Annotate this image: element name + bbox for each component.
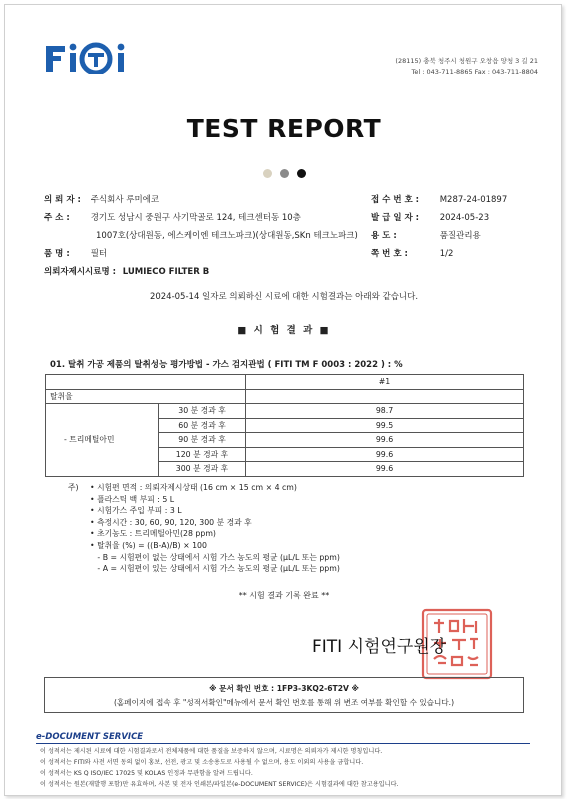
client-address-row-2 [96, 227, 358, 245]
table-header-row [46, 375, 524, 390]
disclaimer-line: 이 성적서는 제시된 시료에 대한 시험결과로서 전체제품에 대한 품질을 보증하지 않으며, 시료명은 의뢰자가 제시한 명칭입니다. [40, 748, 383, 755]
issue-date: 2024-05-23 [439, 213, 490, 223]
note-text: • 측정시간 : 30, 60, 90, 120, 300 분 경과 후 [90, 517, 252, 527]
note-text: • 시험가스 주입 부피 : 3 L [90, 506, 182, 516]
client-label: 의 뢰 자 : [44, 195, 81, 205]
table-row [46, 404, 524, 419]
group-row [46, 389, 524, 404]
time-cell: 30 분 경과 후 [159, 404, 246, 419]
use-label: 용 도 : [371, 231, 397, 241]
report-title: TEST REPORT [186, 114, 382, 143]
director-signature: FITI 시험연구원장 [312, 637, 447, 657]
note-text: • 플라스틱 백 부피 : 5 L [90, 494, 175, 504]
header-empty-cell [46, 375, 246, 390]
edocument-service-title: e-DOCUMENT SERVICE [36, 732, 144, 742]
note-line [68, 505, 340, 517]
note-text: • 탈취율 (%) = ((B-A)/B) × 100 [90, 540, 207, 550]
fiti-logo [46, 40, 132, 78]
page-number: 1/2 [439, 249, 454, 259]
sample-mark-row [44, 263, 209, 281]
verification-help: (홈페이지에 접속 후 "성적서확인"메뉴에서 문서 확인 번호를 통해 위 변조 여부를 확인할 수 있습니다.) [113, 698, 455, 707]
document-verification-box [44, 677, 524, 713]
client-address-row [44, 209, 301, 227]
notes-block [68, 482, 340, 575]
receipt-label: 접 수 번 호 : [371, 195, 420, 205]
client-name-row [44, 191, 159, 209]
client-address-1: 경기도 성남시 중원구 사기막골로 124, 테크센터동 10층 [90, 213, 301, 223]
section-title: ■ 시 험 결 과 ■ [237, 325, 331, 336]
value-cell: 99.6 [246, 462, 524, 477]
use-value: 품질관리용 [439, 231, 481, 241]
note-line [68, 540, 340, 552]
intro-text: 2024-05-14 일자로 의뢰하신 시료에 대한 시험결과는 아래와 같습니다. [149, 292, 419, 302]
company-address [395, 56, 538, 78]
receipt-row [371, 191, 507, 209]
note-text: • 시험편 면적 : 의뢰자제시상태 (16 cm × 15 cm × 4 cm) [90, 483, 297, 492]
end-of-results: ** 시험 결과 기록 완료 ** [238, 591, 330, 600]
gas-label: - 트리메틸아민 [46, 404, 159, 477]
value-cell: 99.6 [246, 447, 524, 462]
dot-black [297, 169, 306, 178]
value-cell: 99.6 [246, 433, 524, 448]
value-cell: 99.5 [246, 418, 524, 433]
footer-divider [36, 743, 530, 744]
item-label: 품 명 : [44, 249, 70, 259]
address-line: (28115) 충북 청주시 청원구 오창읍 양청 3 길 21 [395, 57, 538, 65]
verification-code: ※ 문서 확인 번호 : 1FP3-3KQ2-6T2V ※ [209, 684, 359, 693]
issue-row [371, 209, 489, 227]
sample-mark: LUMIECO FILTER B [122, 267, 210, 277]
group-empty-cell [246, 389, 524, 404]
note-text: - A = 시험편이 있는 상태에서 시험 가스 농도의 평균 (μL/L 또는 ppm) [90, 564, 340, 574]
item-row [44, 245, 107, 263]
note-line [68, 482, 340, 494]
sample-header: #1 [246, 375, 524, 390]
time-cell: 60 분 경과 후 [159, 418, 246, 433]
test-method-heading: 01. 탈취 가공 제품의 탈취성능 평가방법 - 가스 검지관법 ( FITI TM F 0003 : 2022 ) : % [50, 360, 403, 370]
note-text: • 초기농도 : 트리메틸아민(28 ppm) [90, 529, 216, 539]
note-text: - B = 시험편이 없는 상태에서 시험 가스 농도의 평균 (μL/L 또는 ppm) [90, 552, 340, 562]
footer-disclaimer [40, 746, 399, 790]
time-cell: 90 분 경과 후 [159, 433, 246, 448]
time-cell: 300 분 경과 후 [159, 462, 246, 477]
decorative-dots [263, 163, 314, 182]
group-label: 탈취율 [46, 389, 246, 404]
client-address-2: 1007호(상대원동, 에스케이엔 테크노파크)(상대원동,SKn 테크노파크) [96, 231, 358, 241]
dot-gray [280, 169, 289, 178]
disclaimer-line: 이 성적서는 원본(재발행 포함)만 유효하며, 사본 및 전자 인쇄본/파일본(e-DOCUMENT SERVICE)은 시험결과에 대한 참고용입니다. [40, 781, 399, 788]
client-name: 주식회사 루미에코 [90, 195, 160, 205]
disclaimer-line: 이 성적서는 FITI와 사전 서면 동의 없이 홍보, 선전, 광고 및 소송용도로 사용될 수 없으며, 용도 이외의 사용을 금합니다. [40, 759, 364, 766]
note-line [68, 552, 340, 564]
address-label: 주 소 : [44, 213, 70, 223]
phone-fax-line: Tel : 043-711-8865 Fax : 043-711-8804 [411, 68, 538, 76]
receipt-number: M287-24-01897 [439, 195, 508, 205]
dot-light [263, 169, 272, 178]
page-row [371, 245, 453, 263]
note-line [68, 494, 340, 506]
page-label: 쪽 번 호 : [371, 249, 408, 259]
time-cell: 120 분 경과 후 [159, 447, 246, 462]
results-table [45, 374, 524, 477]
note-line [68, 517, 340, 529]
issue-label: 발 급 일 자 : [371, 213, 420, 223]
item-name: 필터 [90, 249, 108, 259]
note-line [68, 563, 340, 575]
notes-prefix: 주) [68, 483, 79, 492]
value-cell: 98.7 [246, 404, 524, 419]
sample-mark-label: 의뢰자제시시료명 : [44, 267, 117, 277]
note-line [68, 528, 340, 540]
disclaimer-line: 이 성적서는 KS Q ISO/IEC 17025 및 KOLAS 인정과 무관함을 알려 드립니다. [40, 770, 253, 777]
use-row [371, 227, 481, 245]
